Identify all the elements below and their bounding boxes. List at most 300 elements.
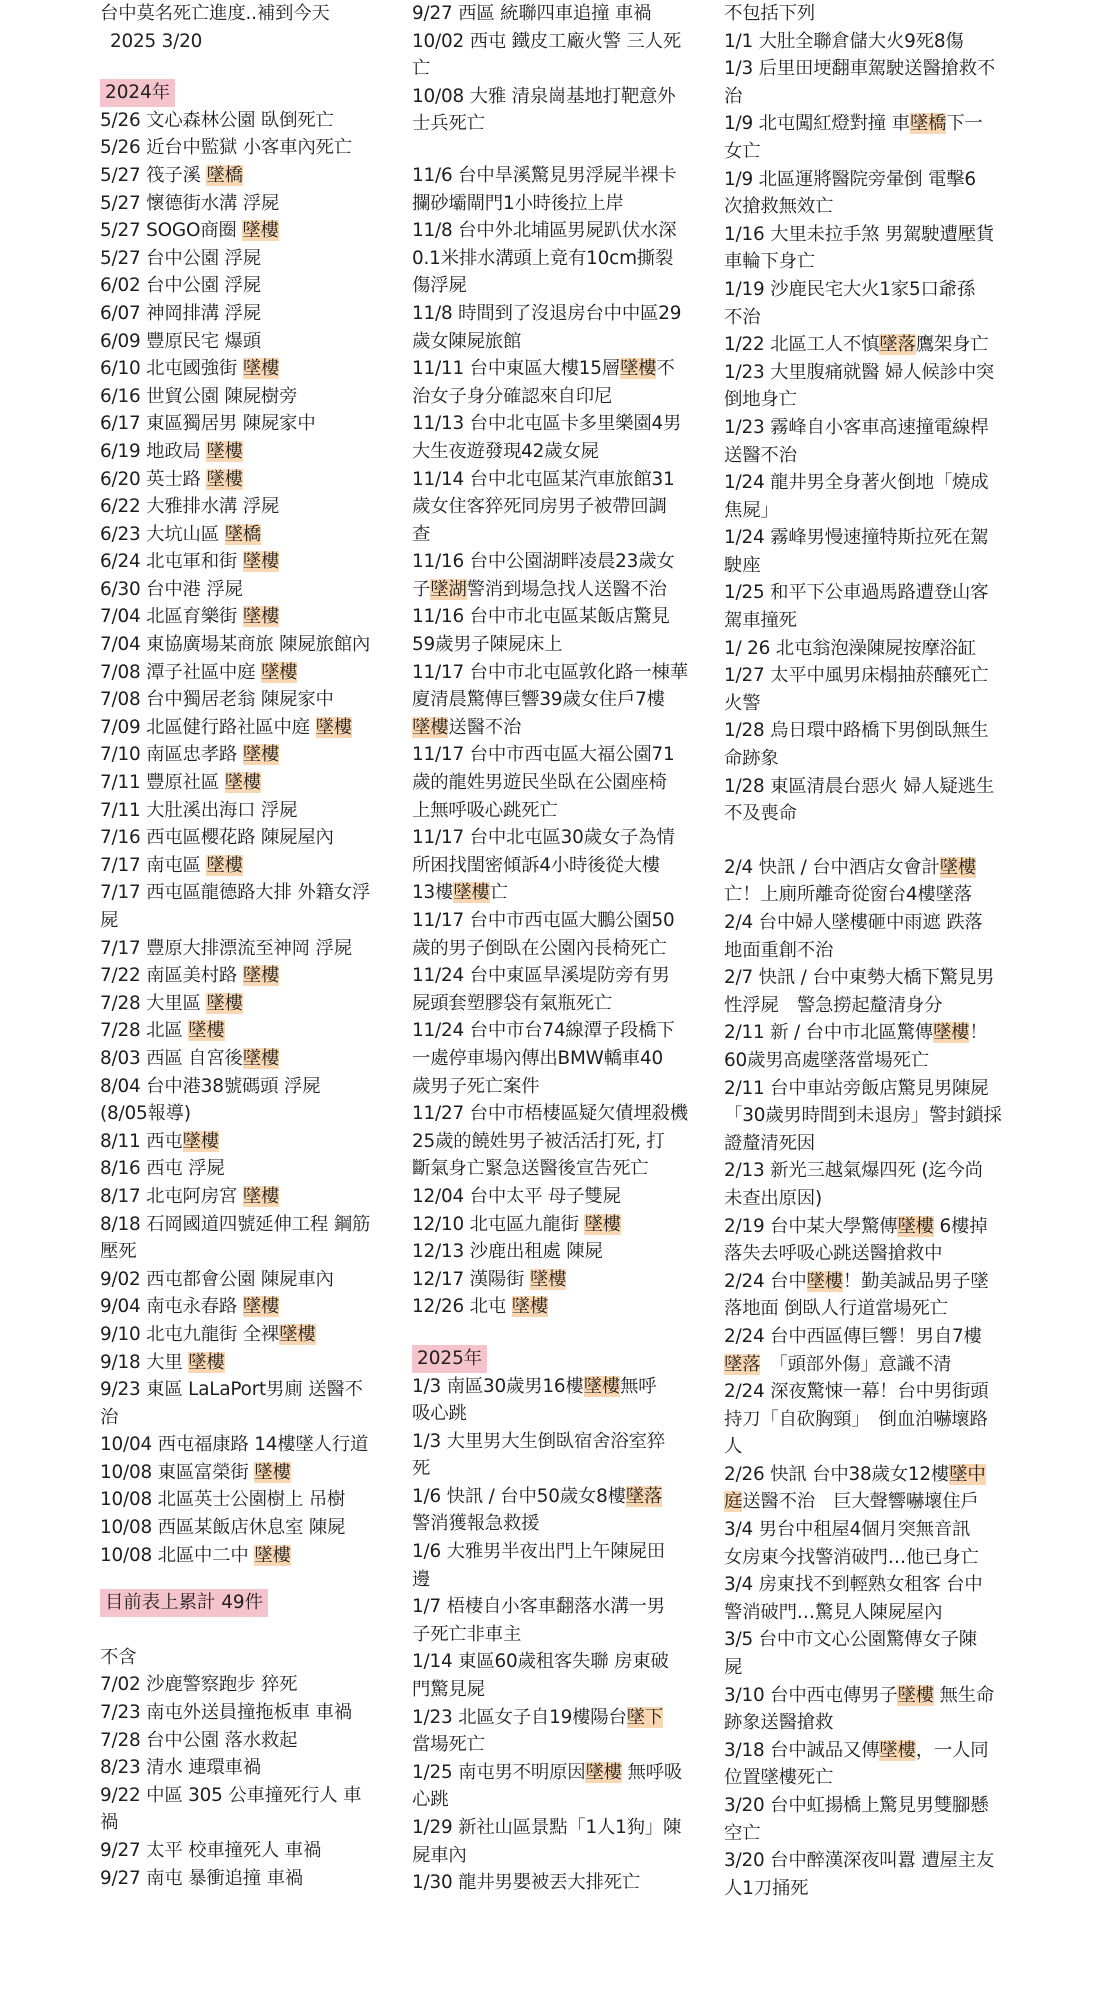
- entry-text: 邊: [412, 1568, 431, 1590]
- entry-text: 12/04 台中太平 母子雙屍: [412, 1185, 621, 1207]
- entry-text: 3/18 台中誠品又傳: [724, 1739, 880, 1761]
- entry-line: [724, 1213, 1032, 1241]
- entry-line: [412, 328, 732, 356]
- highlight-tag: 墜樓: [279, 1323, 316, 1345]
- entry-text: 歲的男子倒臥在公園內長椅死亡: [412, 937, 667, 959]
- entry-text: 歲男子死亡案件: [412, 1075, 540, 1097]
- highlight-tag: 墜樓: [879, 1739, 916, 1761]
- entry-text: 倒地身亡: [724, 389, 797, 411]
- entry-line: [724, 1544, 1032, 1572]
- entry-text: 0.1米排水溝頭上竟有10cm撕裂: [412, 247, 674, 269]
- entry-line: [724, 1157, 1032, 1185]
- entry-line: [100, 1486, 418, 1514]
- entry-line: [412, 797, 732, 825]
- entry-line: [100, 217, 418, 245]
- entry-line: [412, 769, 732, 797]
- entry-text: 屍頭套塑膠袋有氣瓶死亡: [412, 992, 613, 1014]
- entry-line: [412, 1128, 732, 1156]
- entry-line: [412, 521, 732, 549]
- entry-line: [100, 797, 418, 825]
- entry-text: 歲的龍姓男遊民坐臥在公園座椅: [412, 772, 667, 794]
- entry-text: 6/24 北屯軍和街: [100, 551, 243, 573]
- entry-text: 7/04 北區育樂街: [100, 606, 243, 628]
- entry-text: 7/09 北區健行路社區中庭: [100, 716, 316, 738]
- entry-line: [412, 1676, 732, 1704]
- entry-text-after: 送醫不治: [448, 716, 522, 738]
- entry-text: 2/4 快訊 / 台中酒店女會計: [724, 856, 940, 878]
- list-2025: [412, 1373, 732, 1897]
- entry-line: [724, 28, 1032, 56]
- entry-text: 1/3 南區30歲男16樓: [412, 1375, 584, 1397]
- entry-line: [724, 83, 1032, 111]
- entry-line: [412, 1483, 732, 1511]
- entry-text: 傷浮屍: [412, 275, 467, 297]
- entry-text: 9/10 北屯九龍街 全裸: [100, 1323, 280, 1345]
- entry-text: 人: [724, 1436, 743, 1458]
- highlight-tag: 墜樓: [806, 1270, 843, 1292]
- highlight-tag: 墜樓: [583, 1375, 620, 1397]
- entry-line: [724, 1378, 1032, 1406]
- entry-text: 11/11 台中東區大樓15層: [412, 358, 620, 380]
- entry-line: [412, 1593, 732, 1621]
- entry-text: 10/08 大雅 清泉崗基地打靶意外: [412, 85, 676, 107]
- entry-text: 次搶救無效亡: [724, 196, 834, 218]
- highlight-tag: 墜樓: [242, 1185, 280, 1207]
- entry-line: [724, 635, 1032, 663]
- entry-line: [724, 690, 1032, 718]
- entry-line: [100, 659, 418, 687]
- entry-text: 11/16 台中公園湖畔凌晨23歲女: [412, 551, 675, 573]
- entry-text: 8/18 石岡國道四號延伸工程 鋼筋: [100, 1213, 371, 1235]
- highlight-tag: 墜樓: [242, 744, 280, 766]
- entry-text: 7/17 西屯區龍德路大排 外籍女浮: [100, 882, 371, 904]
- entry-text: 6/20 英士路: [100, 468, 207, 490]
- entry-text: 7/11 大肚溪出海口 浮屍: [100, 799, 298, 821]
- entry-line: [412, 1100, 732, 1128]
- entry-text: 壓死: [100, 1241, 137, 1263]
- excluded-line: 禍: [100, 1812, 119, 1834]
- entry-text: 6/23 大坑山區: [100, 523, 225, 545]
- entry-text: 2/24 深夜驚悚一幕！台中男街頭: [724, 1381, 989, 1403]
- entry-line: [100, 548, 418, 576]
- entry-line: [412, 410, 732, 438]
- entry-text: 屍: [100, 910, 119, 931]
- entry-line: [724, 1130, 1032, 1158]
- entry-text: 6/02 台中公園 浮屍: [100, 275, 261, 297]
- entry-line: [100, 1514, 418, 1542]
- entry-text: 屍車內: [412, 1844, 467, 1866]
- entry-line: [724, 1406, 1032, 1434]
- entry-line: [724, 55, 1032, 83]
- entry-line: [724, 1737, 1032, 1765]
- entry-text: 吸心跳: [412, 1403, 467, 1425]
- highlight-tag: 墜樓: [182, 1130, 219, 1152]
- column-3: [724, 0, 1032, 1902]
- entry-text: 5/27 台中公園 浮屍: [100, 247, 261, 269]
- entry-text: 11/16 台中市北屯區某飯店驚見: [412, 606, 670, 628]
- highlight-tag: 墜樓: [897, 1684, 934, 1706]
- entry-text: 2/11 新 / 台中市北區驚傳: [724, 1022, 933, 1044]
- excluded-2025-list: [724, 28, 1032, 828]
- entry-text: 2/11 台中車站旁飯店驚見男陳屍: [724, 1077, 989, 1099]
- intro-block: [100, 0, 418, 55]
- entry-line: [412, 603, 732, 631]
- entry-line: [724, 138, 1032, 166]
- entry-line: [412, 548, 732, 576]
- entry-line: [724, 1516, 1032, 1544]
- entry-text: 1/6 大雅男半夜出門上午陳屍田: [412, 1541, 665, 1563]
- entry-line: [412, 1155, 732, 1183]
- highlight-tag: 墜樓: [242, 1047, 280, 1069]
- entry-text: 11/8 時間到了沒退房台中中區29: [412, 302, 682, 324]
- entry-text: 1/6 快訊 / 台中50歲女8樓: [412, 1485, 626, 1507]
- entry-line: [724, 1792, 1032, 1820]
- entry-line: [100, 355, 418, 383]
- entry-line: [724, 607, 1032, 635]
- entry-line: [724, 469, 1032, 497]
- entry-line: [100, 1376, 418, 1404]
- entry-line: [412, 355, 732, 383]
- entry-text: 1/29 新社山區景點「1人1狗」陳: [412, 1817, 682, 1838]
- entry-line: [724, 359, 1032, 387]
- entry-line: [724, 662, 1032, 690]
- entry-line: [724, 248, 1032, 276]
- entry-text: 7/08 台中獨居老翁 陳屍家中: [100, 689, 334, 711]
- entry-line: [100, 1459, 418, 1487]
- entry-text: 位置墜樓死亡: [724, 1767, 834, 1789]
- entry-text: 1/23 霧峰自小客車高速撞電線桿: [724, 416, 989, 438]
- entry-line: [100, 1293, 418, 1321]
- excluded-line: 7/23 南屯外送員撞拖板車 車禍: [100, 1702, 352, 1724]
- entry-text: 焦屍」: [724, 499, 779, 521]
- entry-line: [100, 1542, 418, 1570]
- entry-text: 上無呼吸心跳死亡: [412, 799, 558, 821]
- entry-line: [724, 1295, 1032, 1323]
- excluded-line: 9/27 南屯 暴衝追撞 車禍: [100, 1867, 303, 1889]
- entry-text-after: 警消到場急找人送醫不治: [466, 578, 667, 600]
- exclude-label: 不含: [100, 1646, 137, 1668]
- entry-text-after: 無呼: [620, 1375, 657, 1397]
- entry-line: [100, 1211, 418, 1239]
- entry-text: 11/17 台中市北屯區敦化路一棟華: [412, 661, 688, 683]
- entry-text: 3/4 男台中租屋4個月突無音訊: [724, 1519, 971, 1541]
- entry-text: 59歲男子陳屍床上: [412, 634, 563, 656]
- entry-text: 10/08 北區中二中: [100, 1544, 255, 1566]
- entry-text: 歲女住客猝死同房男子被帶回調: [412, 496, 667, 518]
- entry-line: [412, 631, 732, 659]
- entry-text-after: 無呼吸: [621, 1761, 683, 1783]
- highlight-tag: 墜落: [879, 334, 916, 356]
- entry-line: [724, 773, 1032, 801]
- entry-text-after: 無生命: [933, 1684, 995, 1706]
- entry-line: [412, 1842, 732, 1870]
- entry-text: 12/13 沙鹿出租處 陳屍: [412, 1241, 603, 1263]
- entry-text: 5/27 筏子溪: [100, 164, 207, 186]
- entry-text: 警消破門…驚見人陳屍屋內: [724, 1601, 943, 1623]
- entry-text: 不及喪命: [724, 803, 797, 825]
- entry-text: 亡！上廁所離奇從窗台4樓墜落: [724, 884, 972, 906]
- entry-line: [412, 1428, 732, 1456]
- entry-line: [412, 1510, 732, 1538]
- entry-line: [724, 992, 1032, 1020]
- header-2025-row: [412, 1345, 732, 1373]
- entry-line: [412, 1869, 732, 1897]
- entry-line: [100, 245, 418, 273]
- entry-text: 落地面 倒臥人行道當場死亡: [724, 1298, 948, 1320]
- entry-text: 子死亡非車主: [412, 1623, 522, 1645]
- entry-text: 1/24 龍井男全身著火倒地「燒成: [724, 472, 989, 494]
- entry-text: 12/10 北屯區九龍街: [412, 1213, 585, 1235]
- entry-text: 火警: [724, 692, 761, 714]
- entry-line: [100, 438, 418, 466]
- entry-text: 2/4 台中婦人墜樓砸中雨遮 跌落: [724, 912, 983, 933]
- entry-text: 8/11 西屯: [100, 1130, 183, 1152]
- entry-text: 亡: [412, 58, 431, 80]
- entry-line: [724, 854, 1032, 882]
- entry-text: 性浮屍 警急撈起釐清身分: [724, 994, 943, 1016]
- entry-text: 11/27 台中市梧棲區疑欠債埋殺機: [412, 1103, 688, 1125]
- entry-text: 6/19 地政局: [100, 440, 207, 462]
- entry-text: 5/26 近台中監獄 小客車內死亡: [100, 137, 352, 159]
- entry-line: [412, 245, 732, 273]
- entry-text: 8/03 西區 自宮後: [100, 1047, 243, 1069]
- entry-line: [412, 1814, 732, 1842]
- entry-text: 女亡: [724, 140, 761, 162]
- highlight-tag: 墜橋: [909, 113, 947, 135]
- entry-text: 7/11 豐原社區: [100, 772, 225, 794]
- entry-text: 6/10 北屯國強街: [100, 358, 243, 380]
- entry-line: [412, 824, 732, 852]
- entry-text-after: 亡: [489, 882, 508, 904]
- highlight-tag: 墜樓: [242, 606, 280, 628]
- entry-text: 治: [724, 85, 743, 107]
- intro-line: 台中莫名死亡進度..補到今天: [100, 3, 330, 24]
- entry-text: 11/24 台中市台74線潭子段橋下: [412, 1020, 675, 1042]
- highlight-tag: 墜樓: [584, 1213, 621, 1235]
- highlight-tag: 墜樓: [412, 716, 449, 738]
- entry-line: [412, 1238, 732, 1266]
- entry-text: 7/28 大里區: [100, 992, 207, 1014]
- entry-line: [100, 741, 418, 769]
- entry-text: 10/08 西區某飯店休息室 陳屍: [100, 1517, 346, 1539]
- entry-line: [100, 686, 418, 714]
- entry-text: 7/10 南區忠孝路: [100, 744, 243, 766]
- entry-text: 13樓: [412, 882, 454, 904]
- entry-line: [412, 83, 732, 111]
- list-2025-feb-mar: [724, 854, 1032, 1903]
- entry-line: [412, 383, 732, 411]
- entry-text: 1/19 沙鹿民宅大火1家5口爺孫: [724, 278, 976, 300]
- entry-line: [412, 1400, 732, 1428]
- highlight-tag: 墜湖: [430, 578, 467, 600]
- entry-text: 1/ 26 北屯翁泡澡陳屍按摩浴缸: [724, 637, 976, 659]
- entry-line: [724, 1351, 1032, 1379]
- highlight-tag: 墜樓: [242, 965, 280, 987]
- entry-line: [412, 55, 732, 83]
- entry-line: [724, 166, 1032, 194]
- highlight-tag: 墜樓: [242, 551, 280, 573]
- excluded-line: 7/28 台中公園 落水救起: [100, 1729, 298, 1751]
- entry-text: 11/24 台中東區旱溪堤防旁有男: [412, 965, 670, 987]
- entry-line: [412, 990, 732, 1018]
- entry-text: 9/02 西屯都會公園 陳屍車內: [100, 1268, 334, 1290]
- entry-line: [724, 1433, 1032, 1461]
- entry-text-after: ，一人同: [915, 1739, 989, 1761]
- highlight-tag: 墜樓: [188, 1020, 225, 1042]
- entry-text: 1/1 大肚全聯倉儲大火9死8傷: [724, 30, 964, 52]
- entry-line: [100, 383, 418, 411]
- entry-line: [724, 1571, 1032, 1599]
- entry-line: [724, 1682, 1032, 1710]
- entry-line: [100, 1128, 418, 1156]
- entry-line: [412, 962, 732, 990]
- entry-line: [724, 442, 1032, 470]
- entry-text: 2/24 台中西區傳巨響！男自7樓: [724, 1325, 982, 1347]
- entry-line: [724, 1019, 1032, 1047]
- entry-line: [724, 1709, 1032, 1737]
- entry-line: [100, 576, 418, 604]
- entry-line: [724, 1488, 1032, 1516]
- entry-line: [412, 741, 732, 769]
- entry-text: 空亡: [724, 1822, 761, 1844]
- entry-line: [412, 1759, 732, 1787]
- entry-line: [100, 1155, 418, 1183]
- highlight-tag: 墜樓: [206, 440, 243, 462]
- entry-text: 11/14 台中北屯區某汽車旅館31: [412, 468, 675, 490]
- entry-text: 6/07 神岡排溝 浮屍: [100, 302, 261, 324]
- entry-text: 5/27 SOGO商圈: [100, 220, 243, 242]
- entry-line: [100, 300, 418, 328]
- entry-line: [412, 1183, 732, 1211]
- entry-text: 7/16 西屯區櫻花路 陳屍屋內: [100, 827, 334, 849]
- entry-text: 3/5 台中市文心公園驚傳女子陳: [724, 1629, 977, 1651]
- entry-line: [724, 1847, 1032, 1875]
- entry-text: 1/16 大里未拉手煞 男駕駛遭壓貨: [724, 223, 995, 245]
- list-2024: [100, 107, 418, 1569]
- entry-text: 車輪下身亡: [724, 251, 815, 273]
- entry-text: 10/04 西屯福康路 14樓墜人行道: [100, 1434, 369, 1456]
- entry-line: [100, 824, 418, 852]
- entry-line: [412, 466, 732, 494]
- entry-text: 5/26 文心森林公園 臥倒死亡: [100, 109, 334, 131]
- entry-text: 1/23 大里腹痛就醫 婦人候診中突: [724, 361, 995, 383]
- highlight-tag: 墜樓: [529, 1268, 567, 1290]
- entry-line: [724, 331, 1032, 359]
- column-1: [100, 0, 418, 1892]
- entry-text: 11/17 台中北屯區30歲女子為情: [412, 827, 675, 849]
- entry-text: 7/22 南區美村路: [100, 965, 243, 987]
- entry-line: [100, 466, 418, 494]
- entry-text: 5/27 懷德街水溝 浮屍: [100, 192, 280, 214]
- highlight-tag: 墜樓: [511, 1296, 549, 1318]
- entry-line: [100, 272, 418, 300]
- entry-text: 1/28 烏日環中路橋下男倒臥無生: [724, 720, 989, 742]
- entry-line: [100, 935, 418, 963]
- entry-text: 所困找閨密傾訴4小時後從大樓: [412, 854, 660, 876]
- entry-line: [724, 1820, 1032, 1848]
- entry-line: [100, 1404, 418, 1432]
- entry-line: [100, 962, 418, 990]
- entry-text: 1/9 北屯闖紅燈對撞 車: [724, 113, 910, 135]
- highlight-tag: 墜樓: [585, 1761, 622, 1783]
- highlight-tag: 墜樓: [453, 882, 490, 904]
- entry-text-after: 6樓掉: [933, 1215, 988, 1237]
- entry-text: 攔砂壩閘門1小時後拉上岸: [412, 192, 624, 214]
- entry-line: [724, 1461, 1032, 1489]
- entry-line: [100, 1073, 418, 1101]
- entry-line: [724, 304, 1032, 332]
- column-2: [412, 0, 732, 1897]
- excluded-line: 9/22 中區 305 公車撞死行人 車: [100, 1784, 362, 1806]
- entry-text: 2/24 台中: [724, 1270, 807, 1292]
- entry-line: [100, 852, 418, 880]
- entry-line: [724, 1764, 1032, 1792]
- entry-line: [412, 1566, 732, 1594]
- entry-line: [412, 1731, 732, 1759]
- year-header-2024: 2024年: [100, 79, 175, 107]
- entry-text: 駕車撞死: [724, 610, 797, 632]
- highlight-tag: 墜樓: [206, 468, 243, 490]
- highlight-tag: 墜樓: [206, 854, 243, 876]
- entry-text: 11/17 台中市西屯區大鵬公園50: [412, 910, 675, 931]
- entry-text: 6/09 豐原民宅 爆頭: [100, 330, 261, 352]
- entry-line: [724, 110, 1032, 138]
- entry-line: [412, 686, 732, 714]
- list-2024-nov-dec: [412, 162, 732, 1321]
- entry-text: 心跳: [412, 1789, 449, 1811]
- entry-text: 11/6 台中旱溪驚見男浮屍半裸卡: [412, 164, 677, 186]
- entry-text: 不治: [724, 306, 761, 328]
- entry-text: 9/23 東區 LaLaPort男廁 送醫不: [100, 1379, 363, 1401]
- entry-line: [100, 603, 418, 631]
- entry-line: [724, 579, 1032, 607]
- entry-line: [100, 631, 418, 659]
- entry-text: 9/18 大里: [100, 1351, 189, 1373]
- entry-text: 12/26 北屯: [412, 1296, 512, 1318]
- highlight-tag: 墜樓: [254, 1544, 291, 1566]
- total-row: [100, 1589, 418, 1617]
- entry-line: [412, 714, 732, 742]
- total-count-label: 目前表上累計 49件: [100, 1589, 268, 1617]
- entry-text: 死: [412, 1458, 431, 1480]
- entry-text: 送醫不治: [724, 444, 797, 466]
- entry-text: 8/16 西屯 浮屍: [100, 1158, 225, 1180]
- entry-line: [724, 1654, 1032, 1682]
- entry-text: 3/20 台中虹揚橋上驚見男雙腳懸: [724, 1795, 989, 1816]
- entry-line: [100, 1045, 418, 1073]
- entry-line: [724, 1875, 1032, 1903]
- entry-line: [412, 1045, 732, 1073]
- highlight-tag: 墜落: [724, 1353, 761, 1375]
- highlight-tag: 墜樓: [242, 220, 279, 242]
- entry-line: [724, 1268, 1032, 1296]
- entry-text: 7/28 北區: [100, 1020, 189, 1042]
- entry-text: 3/4 房東找不到輕熟女租客 台中: [724, 1574, 983, 1596]
- entry-line: [724, 276, 1032, 304]
- entry-text: 命跡象: [724, 748, 779, 770]
- entry-text: 1/3 后里田埂翻車駕駛送醫搶救不: [724, 58, 996, 80]
- entry-line: [100, 1238, 418, 1266]
- entry-line: [724, 964, 1032, 992]
- entry-line: [100, 190, 418, 218]
- entry-line: [724, 221, 1032, 249]
- highlight-tag: 墜樓: [206, 992, 243, 1014]
- entry-text: 一處停車場內傳出BMW轎車40: [412, 1047, 663, 1069]
- entry-text: 治女子身分確認來自印尼: [412, 385, 613, 407]
- entry-text: 跡象送醫搶救: [724, 1712, 834, 1734]
- entry-text: 7/04 東協廣場某商旅 陳屍旅館內: [100, 634, 371, 656]
- entry-text: 10/08 北區英士公園樹上 吊樹: [100, 1489, 346, 1511]
